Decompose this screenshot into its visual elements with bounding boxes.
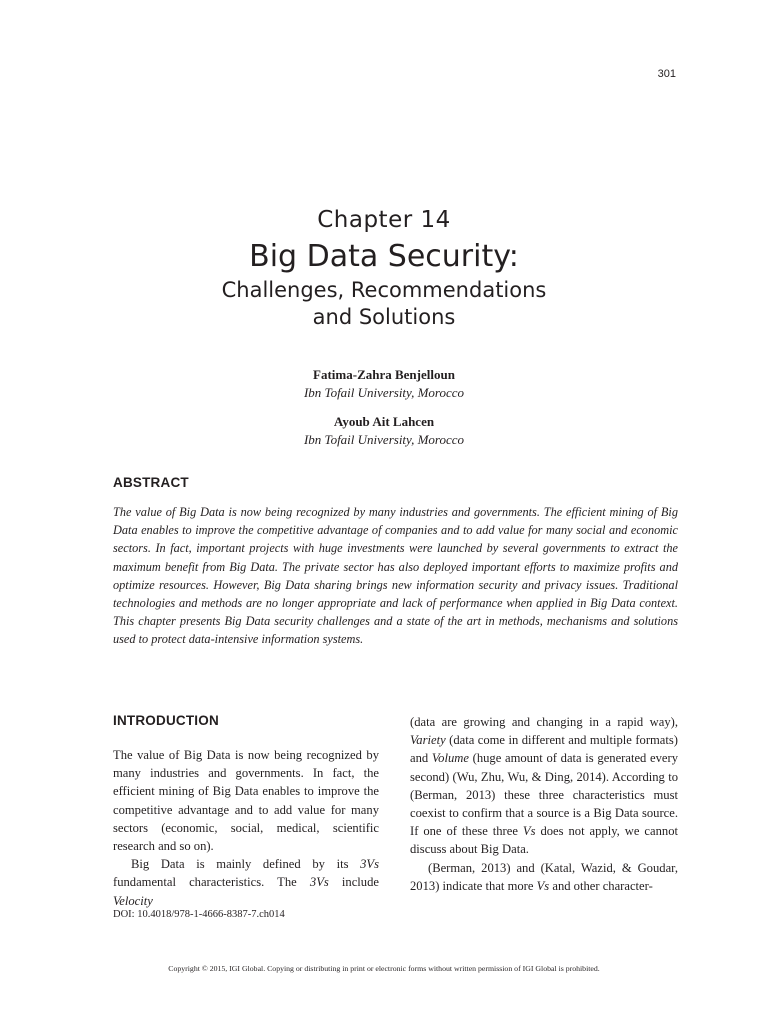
abstract-heading: ABSTRACT <box>113 475 189 490</box>
right-column <box>410 713 678 895</box>
copyright-notice: Copyright © 2015, IGI Global. Copying or distributing in print or electronic forms without written permission of IGI Global is prohibited. <box>168 964 600 973</box>
text-run: and other character- <box>549 878 653 893</box>
italic-term: 3Vs <box>309 875 329 890</box>
intro-paragraph-1: The value of Big Data is now being recognized by many industries and governments. In fact, the efficient mining of Big Data enables to improve the competitive advantage and to add value for many sectors (economic, social, medical, scientific research and so on). <box>113 748 379 854</box>
text-run: (data come in different and multiple formats) and <box>410 733 678 766</box>
author-affiliation: Ibn Tofail University, Morocco <box>303 385 465 400</box>
text-run: fundamental characteristics. The <box>113 875 310 890</box>
text-run: (data are growing and changing in a rapid way), <box>410 715 678 729</box>
chapter-title: Big Data Security: <box>249 239 519 274</box>
chapter-subtitle <box>0 277 768 331</box>
author-block-1 <box>0 366 768 402</box>
italic-term: Volume <box>431 751 469 766</box>
italic-term: 3Vs <box>360 857 379 872</box>
author-name: Fatima-Zahra Benjelloun <box>313 367 455 382</box>
abstract-text: The value of Big Data is now being recognized by many industries and governments. The efficient mining of Big Data enables to improve the competitive advantage of companies and to add value for many social and economic sectors. In fact, important projects with huge investments were launched by several governments to extract the maximum benefit from Big Data. The private sector has also deployed important efforts to maximize profits and optimize resources. However, Big Data sharing brings new information security and privacy issues. Traditional technologies and methods are no longer appropriate and lack of performance when applied in Big Data context. This chapter presents Big Data security challenges and a state of the art in methods, mechanisms and solutions used to protect data-intensive information systems. <box>113 505 678 647</box>
text-run: does not apply, we cannot discuss about Big Data. <box>410 824 678 857</box>
italic-term: Velocity <box>113 893 153 908</box>
left-column <box>113 713 379 910</box>
italic-term: Vs <box>522 824 536 839</box>
intro-paragraph-2-continued <box>410 713 678 859</box>
doi: DOI: 10.4018/978-1-4666-8387-7.ch014 <box>113 909 285 920</box>
author-affiliation: Ibn Tofail University, Morocco <box>303 432 465 447</box>
italic-term: Vs <box>536 878 550 893</box>
introduction-heading: INTRODUCTION <box>113 713 219 728</box>
chapter-header <box>0 203 768 331</box>
italic-term: Variety <box>410 733 446 748</box>
chapter-label: Chapter 14 <box>317 207 451 233</box>
page-number: 301 <box>657 68 676 80</box>
text-run: Big Data is mainly defined by its <box>131 857 361 872</box>
chapter-subtitle-line-2: and Solutions <box>312 305 456 329</box>
chapter-subtitle-line-1: Challenges, Recommendations <box>221 278 547 302</box>
author-name: Ayoub Ait Lahcen <box>333 414 435 429</box>
intro-paragraph-2 <box>113 855 379 910</box>
author-block-2 <box>0 413 768 449</box>
text-run: include <box>328 875 379 890</box>
intro-paragraph-3 <box>410 859 678 895</box>
text-run: (huge amount of data is generated every second) (Wu, Zhu, Wu, & Ding, 2014). According to (Berman, 2013) these three characteristics must coexist to confirm that a source is a Big Data source. If one of these three <box>410 751 678 839</box>
text-run: (Berman, 2013) and (Katal, Wazid, & Goudar, 2013) indicate that more <box>410 860 678 893</box>
